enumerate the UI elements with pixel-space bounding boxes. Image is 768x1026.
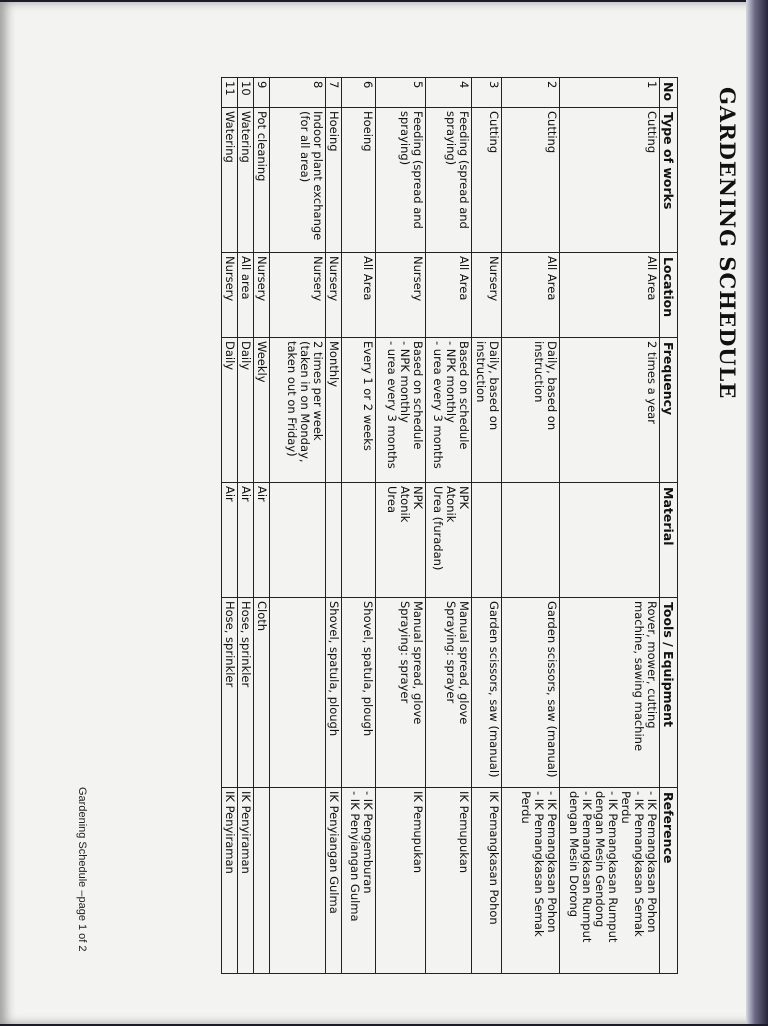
cell-line: Hose, sprinkler [223,601,237,688]
cell-line: - urea every 3 months [431,341,445,469]
cell-line: All Area [361,256,375,301]
cell-line: Atonik [444,486,458,523]
header-tools: Tools / Equipment [660,598,678,788]
cell-line: Based on schedule [411,341,425,450]
cell-line: Shovel, spatula, plough [327,601,341,737]
cell-line: Nursery [411,256,425,302]
cell-line: 2 [545,81,559,89]
cell-no [222,78,238,108]
cell-type [376,108,426,253]
cell-line: Shovel, spatula, plough [361,601,375,737]
cell-line: 8 [311,81,325,89]
cell-reference [326,788,342,974]
cell-location [326,253,342,338]
cell-type [270,108,326,253]
cell-no [472,78,502,108]
cell-type [502,108,560,253]
cell-line: - urea every 3 months [385,341,399,469]
cell-line: - IK Pemangkasan Pohon [645,791,659,933]
cell-line: Daily, based on instruction [532,341,559,431]
cell-tools [238,598,254,788]
cell-line: - IK Pemangkasan Semak Perdu [519,791,546,937]
table-row [342,78,376,974]
header-row [660,78,678,974]
cell-frequency [238,338,254,483]
cell-material [342,483,376,598]
cell-line: All area [239,256,253,300]
table-row [270,78,326,974]
cell-tools [270,598,326,788]
cell-location [342,253,376,338]
cell-reference [342,788,376,974]
cell-line: - IK Penyiangan Gulma [348,791,362,922]
cell-line: 1 [645,81,659,89]
cell-type [238,108,254,253]
schedule-table [221,77,678,974]
table-row [238,78,254,974]
table-row [254,78,270,974]
table-row [426,78,472,974]
cell-frequency [342,338,376,483]
cell-no [376,78,426,108]
cell-line: - IK Pemangkasan Pohon [545,791,559,933]
cell-line: 2 times per week (taken in on Monday, taken out on Friday) [285,341,325,463]
scanner-edge [746,0,768,1024]
cell-line: - IK Pemangkasan Rumput dengan Mesin Gendong [593,791,620,943]
header-location: Location [660,253,678,338]
cell-tools [426,598,472,788]
cell-line: Air [255,486,269,502]
cell-line: 11 [223,81,237,96]
cell-line: Nursery [311,256,325,302]
cell-line: Hoeing [361,111,375,152]
cell-line: Nursery [223,256,237,302]
cell-line: NPK [457,486,471,510]
cell-tools [502,598,560,788]
cell-line: Every 1 or 2 weeks [361,341,375,451]
table-row [560,78,660,974]
cell-line: Based on schedule [457,341,471,450]
cell-frequency [326,338,342,483]
cell-line: Air [223,486,237,502]
cell-line: Urea [385,486,399,514]
cell-frequency [222,338,238,483]
cell-location [270,253,326,338]
cell-no [342,78,376,108]
cell-no [502,78,560,108]
cell-material [502,483,560,598]
header-no: No [660,78,678,108]
cell-location [472,253,502,338]
cell-line: Indoor plant exchange (for all area) [298,111,325,241]
cell-line: - IK Pengemburan [361,791,375,894]
cell-line: Feeding (spread and spraying) [444,111,471,229]
cell-material [560,483,660,598]
cell-line: Urea (furadan) [431,486,445,571]
table-row [376,78,426,974]
table-row [472,78,502,974]
cell-no [238,78,254,108]
cell-line: Spraying: sprayer [444,601,458,704]
cell-reference [560,788,660,974]
cell-reference [426,788,472,974]
cell-frequency [270,338,326,483]
cell-line: Hose, sprinkler [239,601,253,688]
cell-location [502,253,560,338]
cell-line: IK Penyiangan Gulma [327,791,341,914]
cell-type [426,108,472,253]
cell-line: Cutting [545,111,559,154]
cell-line: IK Pemangkasan Pohon [487,791,501,925]
cell-line: Manual spread, glove [457,601,471,725]
cell-reference [270,788,326,974]
cell-line: 4 [457,81,471,89]
cell-tools [222,598,238,788]
cell-line: Weekly [255,341,269,383]
cell-line: Pot cleaning [255,111,269,182]
cell-location [426,253,472,338]
cell-material [472,483,502,598]
table-row [326,78,342,974]
cell-material [254,483,270,598]
cell-line: - IK Pemangkasan Rumput dengan Mesin Dorong [567,791,594,943]
cell-line: Atonik [398,486,412,523]
cell-material [426,483,472,598]
cell-tools [376,598,426,788]
cell-location [560,253,660,338]
cell-line: Feeding (spread and spraying) [398,111,425,229]
cell-frequency [560,338,660,483]
cell-line: Rover, mower, cutting machine, sawing machine [632,601,659,752]
cell-line: Garden scissors, saw (manual) [487,601,501,778]
cell-line: Daily, based on instruction [474,341,501,431]
cell-material [326,483,342,598]
cell-type [472,108,502,253]
cell-frequency [502,338,560,483]
cell-reference [472,788,502,974]
cell-line: Hoeing [327,111,341,152]
cell-line: Nursery [327,256,341,302]
cell-line: Garden scissors, saw (manual) [545,601,559,778]
cell-line: 3 [487,81,501,89]
cell-line: Cutting [487,111,501,154]
cell-location [376,253,426,338]
cell-reference [502,788,560,974]
cell-line: 9 [255,81,269,89]
cell-type [342,108,376,253]
cell-line: 10 [239,81,253,96]
cell-line: IK Penyiraman [239,791,253,874]
cell-line: Nursery [255,256,269,302]
cell-frequency [426,338,472,483]
cell-frequency [472,338,502,483]
cell-type [254,108,270,253]
cell-tools [254,598,270,788]
cell-line: IK Penyiraman [223,791,237,874]
cell-line: NPK [411,486,425,510]
cell-line: Cutting [645,111,659,154]
cell-tools [560,598,660,788]
cell-location [222,253,238,338]
cell-reference [222,788,238,974]
cell-line: All Area [645,256,659,301]
header-frequency: Frequency [660,338,678,483]
cell-line: All Area [457,256,471,301]
cell-line: Spraying: sprayer [398,601,412,704]
cell-line: IK Pemupukan [411,791,425,874]
table-row [222,78,238,974]
rotated-content [0,2,768,1026]
header-reference: Reference [660,788,678,974]
cell-line: Monthly [327,341,341,388]
cell-line: 6 [361,81,375,89]
cell-line: Cloth [255,601,269,632]
cell-line: All Area [545,256,559,301]
cell-material [270,483,326,598]
cell-line: Daily [239,341,253,371]
cell-line: - NPK monthly [444,341,458,423]
cell-no [560,78,660,108]
cell-line: Manual spread, glove [411,601,425,725]
cell-material [222,483,238,598]
cell-line: - IK Pemangkasan Semak Perdu [619,791,646,937]
cell-line: 7 [327,81,341,89]
cell-line: Air [239,486,253,502]
cell-no [326,78,342,108]
cell-line: Watering [223,111,237,163]
page-title: GARDENING SCHEDULE [715,87,740,400]
cell-type [222,108,238,253]
cell-line: 5 [411,81,425,89]
page-footer: Gardening Schedule –page 1 of 2 [76,787,88,952]
cell-line: IK Pemupukan [457,791,471,874]
document-page [0,2,752,1024]
cell-material [376,483,426,598]
table-row [502,78,560,974]
cell-reference [238,788,254,974]
cell-reference [254,788,270,974]
cell-tools [472,598,502,788]
cell-line: Watering [239,111,253,163]
cell-no [254,78,270,108]
cell-reference [376,788,426,974]
cell-tools [326,598,342,788]
header-material: Material [660,483,678,598]
cell-no [426,78,472,108]
header-type: Type of works [660,108,678,253]
cell-line: Daily [223,341,237,371]
cell-no [270,78,326,108]
cell-line: 2 times a year [645,341,659,424]
cell-type [326,108,342,253]
cell-frequency [376,338,426,483]
cell-tools [342,598,376,788]
cell-location [254,253,270,338]
cell-line: - NPK monthly [398,341,412,423]
cell-location [238,253,254,338]
cell-frequency [254,338,270,483]
cell-line: Nursery [487,256,501,302]
cell-type [560,108,660,253]
cell-material [238,483,254,598]
